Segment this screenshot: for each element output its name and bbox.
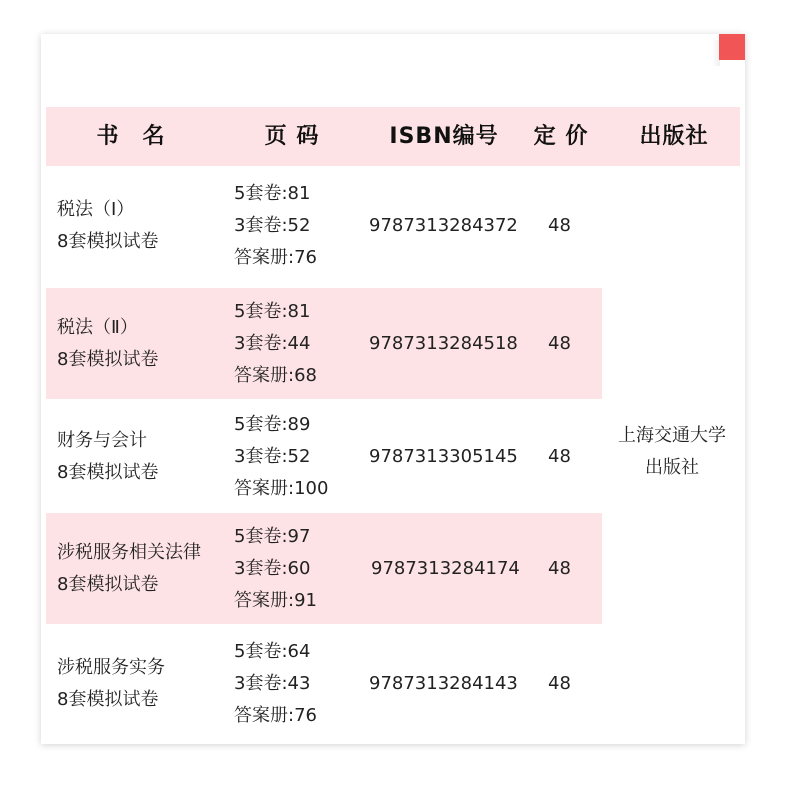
- pages-set5: 5套卷:81: [234, 301, 311, 322]
- publisher-cell: [604, 420, 740, 484]
- publisher-name-line2: 出版社: [645, 457, 699, 478]
- book-title: 涉税服务相关法律: [57, 542, 201, 563]
- pages-set3: 3套卷:60: [234, 558, 311, 579]
- pages-set3: 3套卷:43: [234, 673, 311, 694]
- header-book-name: 书 名: [96, 124, 166, 149]
- header-pages: 页 码: [264, 124, 320, 149]
- book-subtitle: 8套模拟试卷: [57, 462, 159, 483]
- price-cell: 48: [548, 333, 571, 354]
- price-cell: 48: [548, 215, 571, 236]
- price-cell: 48: [548, 446, 571, 467]
- book-name-cell: [57, 194, 158, 258]
- pages-answers: 答案册:76: [234, 247, 317, 268]
- header-price: 定 价: [533, 124, 589, 149]
- book-subtitle: 8套模拟试卷: [57, 574, 159, 595]
- price-cell: 48: [548, 673, 571, 694]
- book-name-cell: [57, 652, 165, 716]
- pages-set5: 5套卷:97: [234, 526, 311, 547]
- pages-cell: [234, 409, 328, 505]
- book-subtitle: 8套模拟试卷: [57, 689, 159, 710]
- pages-set3: 3套卷:44: [234, 333, 311, 354]
- pages-cell: [234, 521, 317, 617]
- book-title: 财务与会计: [57, 430, 147, 451]
- pages-cell: [234, 296, 317, 392]
- book-name-cell: [57, 425, 158, 489]
- pages-answers: 答案册:100: [234, 478, 329, 499]
- isbn-cell: 9787313284143: [369, 673, 518, 694]
- isbn-cell: 9787313284174: [371, 558, 520, 579]
- isbn-cell: 9787313284518: [369, 333, 518, 354]
- pages-answers: 答案册:76: [234, 705, 317, 726]
- publisher-name-line1: 上海交通大学: [618, 425, 726, 446]
- corner-accent: [719, 34, 745, 60]
- pages-cell: [234, 178, 317, 274]
- book-name-cell: [57, 537, 201, 601]
- pages-set5: 5套卷:64: [234, 641, 311, 662]
- pages-set3: 3套卷:52: [234, 215, 311, 236]
- header-publisher: 出版社: [639, 124, 709, 149]
- book-title: 涉税服务实务: [57, 657, 165, 678]
- pages-set5: 5套卷:89: [234, 414, 311, 435]
- header-isbn: ISBN编号: [389, 124, 499, 149]
- isbn-cell: 9787313284372: [369, 215, 518, 236]
- book-title: 税法（Ⅰ）: [57, 199, 135, 220]
- book-title: 税法（Ⅱ）: [57, 317, 138, 338]
- book-subtitle: 8套模拟试卷: [57, 349, 159, 370]
- price-cell: 48: [548, 558, 571, 579]
- pages-answers: 答案册:68: [234, 365, 317, 386]
- pages-cell: [234, 636, 317, 732]
- isbn-cell: 9787313305145: [369, 446, 518, 467]
- book-name-cell: [57, 312, 158, 376]
- pages-set3: 3套卷:52: [234, 446, 311, 467]
- pages-answers: 答案册:91: [234, 590, 317, 611]
- pages-set5: 5套卷:81: [234, 183, 311, 204]
- book-subtitle: 8套模拟试卷: [57, 231, 159, 252]
